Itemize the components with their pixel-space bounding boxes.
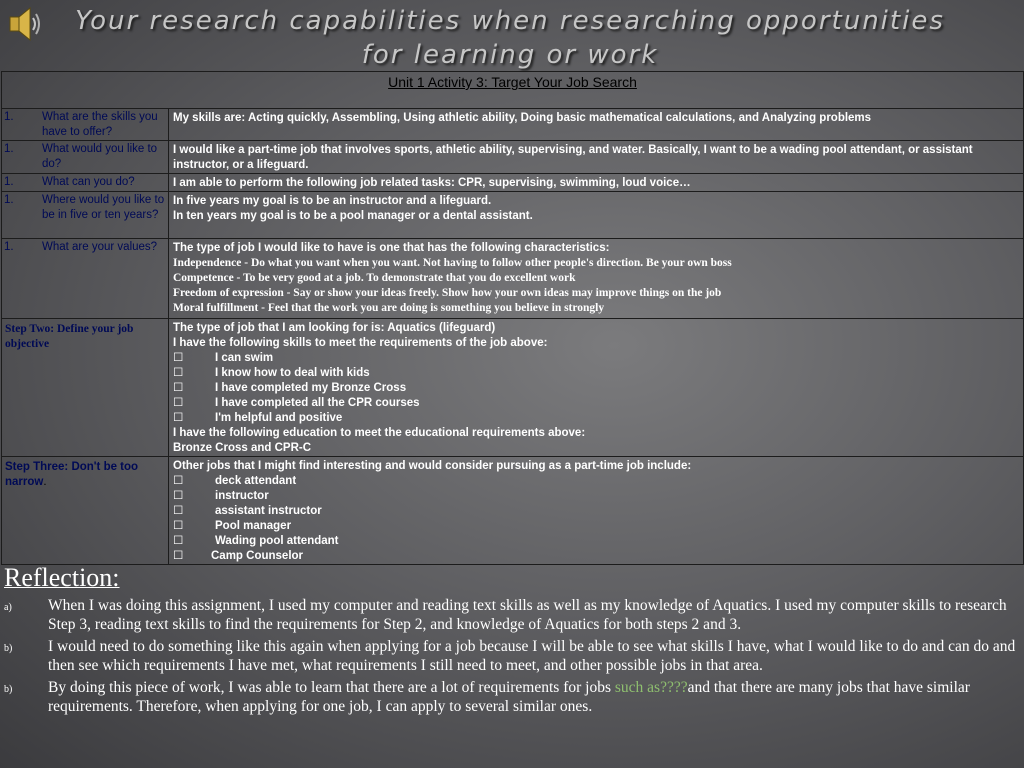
answer-cell [169, 192, 1024, 239]
step-two-cell [169, 319, 1024, 457]
question-text: Where would you like to be in five or ten years? [42, 194, 165, 221]
skill-text: I have completed my Bronze Cross [215, 382, 407, 394]
speaker-icon[interactable] [2, 2, 46, 46]
step-two-line: I have the following education to meet the educational requirements above: [173, 427, 586, 439]
skill-item [173, 351, 1019, 366]
job-text: Pool manager [215, 520, 292, 532]
question-number: 1. [4, 176, 14, 188]
checkbox-icon: ☐ [173, 475, 184, 487]
answer-line: In ten years my goal is to be a pool manager or a dental assistant. [173, 210, 533, 222]
step-two-line: I have the following skills to meet the requirements of the job above: [173, 337, 548, 349]
value-item: Moral fulfillment - Feel that the work you are doing is something you believe in strongly [173, 302, 605, 314]
question-text: What are your values? [42, 241, 158, 253]
job-text: Camp Counselor [211, 550, 304, 562]
checkbox-icon: ☐ [173, 550, 184, 562]
reflection-highlight: such as???? [614, 679, 688, 696]
answer-cell [169, 239, 1024, 319]
step-three-cell [169, 457, 1024, 565]
skill-item [173, 411, 1019, 426]
step-two-line: Bronze Cross and CPR-C [173, 442, 312, 454]
reflection-marker: a) [4, 602, 12, 613]
job-text: deck attendant [215, 475, 297, 487]
question-text: What can you do? [42, 176, 135, 188]
reflection-marker: b) [4, 643, 13, 654]
reflection-item [4, 638, 1020, 675]
question-number: 1. [4, 111, 14, 123]
value-item: Competence - To be very good at a job. To demonstrate that you do excellent work [173, 272, 576, 284]
question-cell [2, 239, 169, 319]
skill-text: I have completed all the CPR courses [215, 397, 420, 409]
checkbox-icon: ☐ [173, 367, 184, 379]
checkbox-icon: ☐ [173, 412, 184, 424]
step-three-label-period: . [43, 476, 47, 488]
slide-title-line-2: for learning or work [361, 40, 659, 70]
step-two-label [2, 319, 169, 457]
step-three-intro: Other jobs that I might find interesting and would consider pursuing as a part-time job include: [173, 460, 692, 472]
answer-cell [169, 109, 1024, 141]
answer-text: I am able to perform the following job related tasks: CPR, supervising, swimming, loud voice… [173, 177, 691, 189]
answer-cell [169, 141, 1024, 174]
slide-title [60, 4, 960, 72]
values-intro: The type of job I would like to have is one that has the following characteristics: [173, 242, 610, 254]
reflection-item [4, 679, 1020, 716]
reflection-text: When I was doing this assignment, I used my computer and reading text skills as well as my knowledge of Aquatics. I used my computer skills to research Step 3, reading text skills to find the requirements for Step 2, and knowledge of Aquatics for both steps 2 and 3. [48, 597, 1007, 633]
question-text: What are the skills you have to offer? [42, 111, 158, 138]
answer-text: My skills are: Acting quickly, Assembling, Using athletic ability, Doing basic mathematical calculations, and Analyzing problems [173, 112, 872, 124]
table-header [2, 72, 1024, 109]
answer-text: I would like a part-time job that involves sports, athletic ability, supervising, and water. Basically, I want to be a wading pool attendant, or assistant instructor, or a lifeguard. [173, 144, 973, 171]
checkbox-icon: ☐ [173, 382, 184, 394]
skill-text: I'm helpful and positive [215, 412, 343, 424]
job-item [173, 489, 1019, 504]
checkbox-icon: ☐ [173, 505, 184, 517]
step-three-label-text: Step Three: Don't be too narrow [5, 461, 139, 488]
reflection-text: I would need to do something like this again when applying for a job because I will be able to see what skills I have, what I would like to do and can do and then see which requirements I have met, what requirements I still need to meet, and other possible jobs in that area. [48, 638, 1016, 674]
checkbox-icon: ☐ [173, 490, 184, 502]
checkbox-icon: ☐ [173, 352, 184, 364]
skill-text: I can swim [215, 352, 274, 364]
reflection-item [4, 597, 1020, 634]
step-two-label-text: Step Two: Define your job objective [5, 323, 134, 350]
job-item [173, 534, 1019, 549]
question-number: 1. [4, 143, 14, 155]
question-number: 1. [4, 241, 14, 253]
answer-line: In five years my goal is to be an instructor and a lifeguard. [173, 195, 492, 207]
job-text: assistant instructor [215, 505, 322, 517]
reflection-text-before: By doing this piece of work, I was able to learn that there are a lot of requirements for jobs [48, 679, 615, 696]
question-cell [2, 141, 169, 174]
slide-title-line-1: Your research capabilities when researching opportunities [75, 6, 945, 36]
job-item [173, 519, 1019, 534]
job-text: instructor [215, 490, 269, 502]
question-cell [2, 109, 169, 141]
job-item [173, 549, 1019, 564]
reflection-title: Reflection: [4, 563, 120, 592]
job-text: Wading pool attendant [215, 535, 339, 547]
reflection-marker: b) [4, 684, 13, 695]
question-number: 1. [4, 194, 14, 206]
skill-item [173, 366, 1019, 381]
reflection-section [4, 563, 1020, 716]
skill-text: I know how to deal with kids [215, 367, 370, 379]
checkbox-icon: ☐ [173, 397, 184, 409]
checkbox-icon: ☐ [173, 535, 184, 547]
step-three-label [2, 457, 169, 565]
skill-item [173, 381, 1019, 396]
job-search-table [1, 71, 1024, 565]
job-item [173, 474, 1019, 489]
value-item: Freedom of expression - Say or show your ideas freely. Show how your own ideas may improve things on the job [173, 287, 722, 299]
job-item [173, 504, 1019, 519]
answer-cell [169, 174, 1024, 192]
step-two-line: The type of job that I am looking for is: Aquatics (lifeguard) [173, 322, 496, 334]
checkbox-icon: ☐ [173, 520, 184, 532]
reflection-text-after: and that there are many jobs that have similar requirements. Therefore, when applying for one job, I can apply to several similar ones. [48, 679, 970, 715]
table-header-text: Unit 1 Activity 3: Target Your Job Search [388, 74, 637, 90]
reflection-text [48, 679, 1020, 716]
value-item: Independence - Do what you want when you want. Not having to follow other people's direction. Be your own boss [173, 257, 732, 269]
question-cell [2, 174, 169, 192]
question-text: What would you like to do? [42, 143, 158, 170]
skill-item [173, 396, 1019, 411]
question-cell [2, 192, 169, 239]
